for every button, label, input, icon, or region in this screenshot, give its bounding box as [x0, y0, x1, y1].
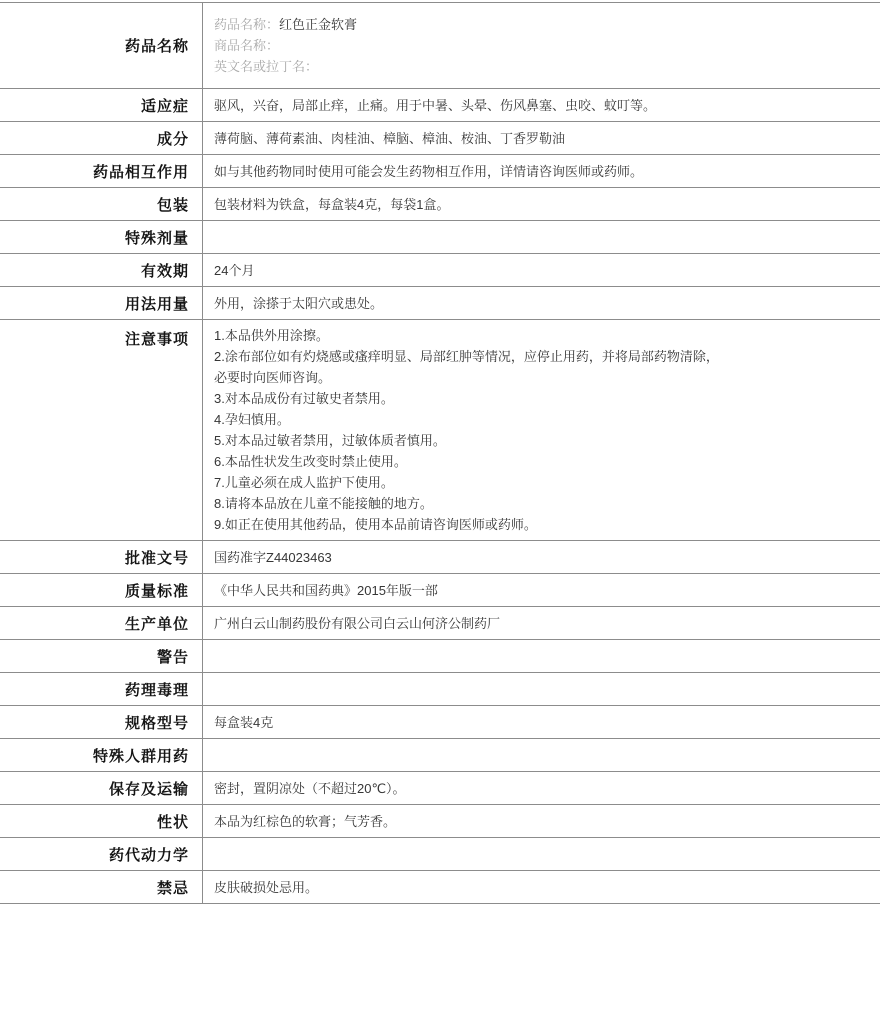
row-label: 药代动力学: [0, 838, 203, 870]
row-label: 特殊剂量: [0, 221, 203, 253]
note-line: 必要时向医师咨询。: [214, 370, 332, 385]
row-label: 适应症: [0, 89, 203, 121]
note-line: 8.请将本品放在儿童不能接触的地方。: [214, 496, 433, 511]
note-line: 1.本品供外用涂擦。: [214, 328, 329, 343]
table-row: [0, 253, 880, 286]
row-label: 禁忌: [0, 871, 203, 903]
table-row: [0, 154, 880, 187]
row-label: 批准文号: [0, 541, 203, 573]
table-row: [0, 220, 880, 253]
table-row: [0, 2, 880, 88]
note-line: 7.儿童必须在成人监护下使用。: [214, 475, 394, 490]
note-line: 6.本品性状发生改变时禁止使用。: [214, 454, 407, 469]
field-prefix: 英文名或拉丁名：: [214, 59, 319, 74]
drug-name-line: [214, 56, 870, 77]
row-label: 生产单位: [0, 607, 203, 639]
row-value: [203, 673, 880, 705]
row-value: 国药准字Z44023463: [214, 549, 332, 565]
drug-info-table: [0, 2, 880, 904]
drug-name-line: [214, 35, 870, 56]
row-label: 药品相互作用: [0, 155, 203, 187]
field-value: 红色正金软膏: [279, 17, 358, 32]
table-row: [0, 606, 880, 639]
table-row: [0, 187, 880, 220]
row-value: 《中华人民共和国药典》2015年版一部: [214, 582, 438, 598]
row-label: 质量标准: [0, 574, 203, 606]
row-label: 规格型号: [0, 706, 203, 738]
row-value: 每盒装4克: [214, 714, 274, 730]
row-value: [203, 739, 880, 771]
field-prefix: 药品名称：: [214, 17, 280, 32]
row-value: [203, 640, 880, 672]
table-row: [0, 573, 880, 606]
field-prefix: 商品名称：: [214, 38, 280, 53]
table-row: [0, 705, 880, 738]
row-label: 注意事项: [0, 320, 203, 540]
row-value: 皮肤破损处忌用。: [214, 879, 319, 895]
row-value: [203, 3, 880, 88]
table-row: [0, 804, 880, 837]
row-value: 外用，涂搽于太阳穴或患处。: [214, 295, 384, 311]
row-value: [203, 838, 880, 870]
row-value: [203, 221, 880, 253]
table-row: [0, 672, 880, 705]
table-row: [0, 870, 880, 903]
row-label: 警告: [0, 640, 203, 672]
row-value: 广州白云山制药股份有限公司白云山何济公制药厂: [214, 615, 501, 631]
note-line: 4.孕妇慎用。: [214, 412, 290, 427]
note-line: 9.如正在使用其他药品，使用本品前请咨询医师或药师。: [214, 517, 537, 532]
drug-name-line: [214, 14, 870, 35]
table-row: [0, 837, 880, 870]
row-value: 密封，置阴凉处（不超过20℃）。: [214, 780, 406, 796]
row-label: 保存及运输: [0, 772, 203, 804]
row-label: 药品名称: [0, 3, 203, 88]
row-value: 24个月: [214, 262, 255, 278]
row-label: 成分: [0, 122, 203, 154]
row-label: 性状: [0, 805, 203, 837]
table-row: [0, 88, 880, 121]
row-value: 薄荷脑、薄荷素油、肉桂油、樟脑、樟油、桉油、丁香罗勒油: [214, 130, 566, 146]
table-row: [0, 738, 880, 771]
table-row: [0, 639, 880, 672]
row-label: 包装: [0, 188, 203, 220]
table-row: [0, 771, 880, 804]
row-value: 如与其他药物同时使用可能会发生药物相互作用，详情请咨询医师或药师。: [214, 163, 644, 179]
row-value: [203, 320, 880, 540]
note-line: 5.对本品过敏者禁用，过敏体质者慎用。: [214, 433, 446, 448]
row-label: 用法用量: [0, 287, 203, 319]
table-row: [0, 540, 880, 573]
note-line: 3.对本品成份有过敏史者禁用。: [214, 391, 394, 406]
note-line: 2.涂布部位如有灼烧感或瘙痒明显、局部红肿等情况，应停止用药，并将局部药物清除，: [214, 349, 719, 364]
row-label: 有效期: [0, 254, 203, 286]
row-value: 包装材料为铁盒，每盒装4克，每袋1盒。: [214, 196, 450, 212]
table-row: [0, 286, 880, 319]
table-row: [0, 319, 880, 540]
row-value: 本品为红棕色的软膏；气芳香。: [214, 813, 397, 829]
row-label: 药理毒理: [0, 673, 203, 705]
row-label: 特殊人群用药: [0, 739, 203, 771]
table-row: [0, 121, 880, 154]
row-value: 驱风，兴奋，局部止痒，止痛。用于中暑、头晕、伤风鼻塞、虫咬、蚊叮等。: [214, 97, 657, 113]
